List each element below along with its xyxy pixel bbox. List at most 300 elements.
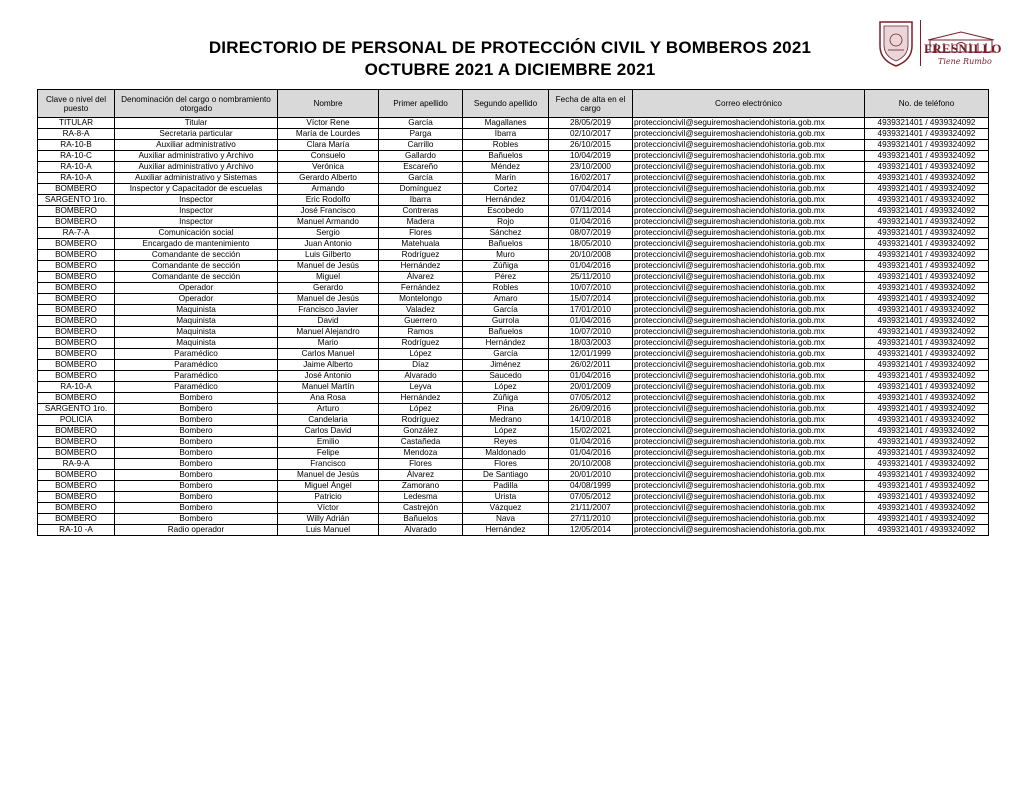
brand-tagline: Tiene Rumbo xyxy=(938,57,992,66)
job-title-cell: Maquinista xyxy=(115,327,278,338)
email-cell: proteccioncivil@seguiremoshaciendohistoria.gob.mx xyxy=(633,195,865,206)
first-surname-cell: López xyxy=(379,404,463,415)
phone-cell: 4939321401 / 4939324092 xyxy=(865,140,989,151)
personnel-table xyxy=(37,89,989,536)
second-surname-cell: Jiménez xyxy=(463,360,549,371)
position-code-cell: BOMBERO xyxy=(38,349,115,360)
table-row xyxy=(38,228,989,239)
first-name-cell: Miguel Ángel xyxy=(278,481,379,492)
position-code-cell: BOMBERO xyxy=(38,184,115,195)
position-code-cell: RA-10-A xyxy=(38,173,115,184)
position-code-cell: RA-9-A xyxy=(38,459,115,470)
start-date-cell: 07/05/2012 xyxy=(549,492,633,503)
second-surname-cell: Hernández xyxy=(463,525,549,536)
first-name-cell: Juan Antonio xyxy=(278,239,379,250)
position-code-cell: BOMBERO xyxy=(38,294,115,305)
second-surname-cell: Reyes xyxy=(463,437,549,448)
phone-cell: 4939321401 / 4939324092 xyxy=(865,338,989,349)
start-date-cell: 12/01/1999 xyxy=(549,349,633,360)
column-header: Correo electrónico xyxy=(633,90,865,118)
start-date-cell: 02/10/2017 xyxy=(549,129,633,140)
start-date-cell: 04/08/1999 xyxy=(549,481,633,492)
start-date-cell: 12/05/2014 xyxy=(549,525,633,536)
phone-cell: 4939321401 / 4939324092 xyxy=(865,239,989,250)
phone-cell: 4939321401 / 4939324092 xyxy=(865,118,989,129)
position-code-cell: BOMBERO xyxy=(38,327,115,338)
position-code-cell: BOMBERO xyxy=(38,437,115,448)
second-surname-cell: Pérez xyxy=(463,272,549,283)
email-cell: proteccioncivil@seguiremoshaciendohistoria.gob.mx xyxy=(633,118,865,129)
job-title-cell: Comandante de sección xyxy=(115,272,278,283)
email-cell: proteccioncivil@seguiremoshaciendohistoria.gob.mx xyxy=(633,272,865,283)
first-surname-cell: Rodríguez xyxy=(379,250,463,261)
email-cell: proteccioncivil@seguiremoshaciendohistoria.gob.mx xyxy=(633,514,865,525)
start-date-cell: 23/10/2000 xyxy=(549,162,633,173)
position-code-cell: BOMBERO xyxy=(38,217,115,228)
first-name-cell: Carlos David xyxy=(278,426,379,437)
job-title-cell: Auxiliar administrativo y Archivo xyxy=(115,151,278,162)
table-row xyxy=(38,195,989,206)
start-date-cell: 07/11/2014 xyxy=(549,206,633,217)
second-surname-cell: Escobedo xyxy=(463,206,549,217)
phone-cell: 4939321401 / 4939324092 xyxy=(865,404,989,415)
table-row xyxy=(38,470,989,481)
email-cell: proteccioncivil@seguiremoshaciendohistoria.gob.mx xyxy=(633,206,865,217)
table-row xyxy=(38,250,989,261)
start-date-cell: 18/05/2010 xyxy=(549,239,633,250)
start-date-cell: 20/10/2008 xyxy=(549,250,633,261)
job-title-cell: Titular xyxy=(115,118,278,129)
start-date-cell: 28/05/2019 xyxy=(549,118,633,129)
table-row xyxy=(38,140,989,151)
second-surname-cell: Gurrola xyxy=(463,316,549,327)
second-surname-cell: Padilla xyxy=(463,481,549,492)
start-date-cell: 01/04/2016 xyxy=(549,437,633,448)
email-cell: proteccioncivil@seguiremoshaciendohistoria.gob.mx xyxy=(633,140,865,151)
email-cell: proteccioncivil@seguiremoshaciendohistoria.gob.mx xyxy=(633,393,865,404)
second-surname-cell: Zúñiga xyxy=(463,261,549,272)
first-name-cell: Francisco xyxy=(278,459,379,470)
second-surname-cell: Cortez xyxy=(463,184,549,195)
second-surname-cell: Amaro xyxy=(463,294,549,305)
first-surname-cell: Madera xyxy=(379,217,463,228)
second-surname-cell: Nava xyxy=(463,514,549,525)
start-date-cell: 10/04/2019 xyxy=(549,151,633,162)
table-row xyxy=(38,338,989,349)
column-header: Clave o nivel del puesto xyxy=(38,90,115,118)
first-surname-cell: Escareño xyxy=(379,162,463,173)
municipal-logo xyxy=(868,14,1002,70)
phone-cell: 4939321401 / 4939324092 xyxy=(865,162,989,173)
position-code-cell: RA-7-A xyxy=(38,228,115,239)
phone-cell: 4939321401 / 4939324092 xyxy=(865,129,989,140)
position-code-cell: BOMBERO xyxy=(38,360,115,371)
table-row xyxy=(38,316,989,327)
first-name-cell: Carlos Manuel xyxy=(278,349,379,360)
job-title-cell: Secretaria particular xyxy=(115,129,278,140)
second-surname-cell: Hernández xyxy=(463,195,549,206)
first-surname-cell: Rodríguez xyxy=(379,415,463,426)
first-name-cell: Manuel de Jesús xyxy=(278,261,379,272)
start-date-cell: 07/05/2012 xyxy=(549,393,633,404)
job-title-cell: Inspector xyxy=(115,206,278,217)
first-name-cell: Armando xyxy=(278,184,379,195)
phone-cell: 4939321401 / 4939324092 xyxy=(865,305,989,316)
start-date-cell: 25/11/2010 xyxy=(549,272,633,283)
second-surname-cell: Bañuelos xyxy=(463,327,549,338)
table-row xyxy=(38,492,989,503)
first-name-cell: Candelaria xyxy=(278,415,379,426)
second-surname-cell: Magallanes xyxy=(463,118,549,129)
first-surname-cell: Carrillo xyxy=(379,140,463,151)
phone-cell: 4939321401 / 4939324092 xyxy=(865,228,989,239)
second-surname-cell: Muro xyxy=(463,250,549,261)
first-name-cell: Clara María xyxy=(278,140,379,151)
first-surname-cell: Leyva xyxy=(379,382,463,393)
first-surname-cell: Álvarez xyxy=(379,470,463,481)
table-row xyxy=(38,514,989,525)
position-code-cell: POLICIA xyxy=(38,415,115,426)
table-row xyxy=(38,294,989,305)
table-header-row xyxy=(38,90,989,118)
phone-cell: 4939321401 / 4939324092 xyxy=(865,470,989,481)
second-surname-cell: Urista xyxy=(463,492,549,503)
phone-cell: 4939321401 / 4939324092 xyxy=(865,448,989,459)
first-surname-cell: Domínguez xyxy=(379,184,463,195)
position-code-cell: BOMBERO xyxy=(38,206,115,217)
start-date-cell: 15/02/2021 xyxy=(549,426,633,437)
start-date-cell: 21/11/2007 xyxy=(549,503,633,514)
email-cell: proteccioncivil@seguiremoshaciendohistoria.gob.mx xyxy=(633,525,865,536)
email-cell: proteccioncivil@seguiremoshaciendohistoria.gob.mx xyxy=(633,382,865,393)
position-code-cell: BOMBERO xyxy=(38,448,115,459)
first-surname-cell: Ramos xyxy=(379,327,463,338)
job-title-cell: Auxiliar administrativo y Sistemas xyxy=(115,173,278,184)
job-title-cell: Encargado de mantenimiento xyxy=(115,239,278,250)
position-code-cell: RA-10-A xyxy=(38,162,115,173)
first-surname-cell: Mendoza xyxy=(379,448,463,459)
email-cell: proteccioncivil@seguiremoshaciendohistoria.gob.mx xyxy=(633,294,865,305)
position-code-cell: BOMBERO xyxy=(38,283,115,294)
phone-cell: 4939321401 / 4939324092 xyxy=(865,184,989,195)
start-date-cell: 01/04/2016 xyxy=(549,371,633,382)
first-name-cell: José Antonio xyxy=(278,371,379,382)
table-row xyxy=(38,173,989,184)
first-surname-cell: Flores xyxy=(379,228,463,239)
email-cell: proteccioncivil@seguiremoshaciendohistoria.gob.mx xyxy=(633,338,865,349)
first-surname-cell: Castrejón xyxy=(379,503,463,514)
email-cell: proteccioncivil@seguiremoshaciendohistoria.gob.mx xyxy=(633,305,865,316)
first-surname-cell: Hernández xyxy=(379,261,463,272)
table-row xyxy=(38,426,989,437)
table-row xyxy=(38,382,989,393)
position-code-cell: RA-8-A xyxy=(38,129,115,140)
second-surname-cell: Medrano xyxy=(463,415,549,426)
second-surname-cell: Flores xyxy=(463,459,549,470)
phone-cell: 4939321401 / 4939324092 xyxy=(865,283,989,294)
job-title-cell: Bombero xyxy=(115,492,278,503)
table-row xyxy=(38,162,989,173)
job-title-cell: Auxiliar administrativo xyxy=(115,140,278,151)
job-title-cell: Comunicación social xyxy=(115,228,278,239)
table-row xyxy=(38,481,989,492)
first-name-cell: Manuel de Jesús xyxy=(278,294,379,305)
position-code-cell: SARGENTO 1ro. xyxy=(38,195,115,206)
first-name-cell: Víctor xyxy=(278,503,379,514)
position-code-cell: BOMBERO xyxy=(38,514,115,525)
first-surname-cell: García xyxy=(379,118,463,129)
start-date-cell: 01/04/2016 xyxy=(549,217,633,228)
phone-cell: 4939321401 / 4939324092 xyxy=(865,514,989,525)
job-title-cell: Auxiliar administrativo y Archivo xyxy=(115,162,278,173)
start-date-cell: 14/10/2018 xyxy=(549,415,633,426)
start-date-cell: 07/04/2014 xyxy=(549,184,633,195)
job-title-cell: Operador xyxy=(115,294,278,305)
column-header: Nombre xyxy=(278,90,379,118)
start-date-cell: 01/04/2016 xyxy=(549,195,633,206)
position-code-cell: BOMBERO xyxy=(38,261,115,272)
second-surname-cell: De Santiago xyxy=(463,470,549,481)
position-code-cell: BOMBERO xyxy=(38,426,115,437)
email-cell: proteccioncivil@seguiremoshaciendohistoria.gob.mx xyxy=(633,426,865,437)
position-code-cell: BOMBERO xyxy=(38,250,115,261)
position-code-cell: BOMBERO xyxy=(38,316,115,327)
email-cell: proteccioncivil@seguiremoshaciendohistoria.gob.mx xyxy=(633,448,865,459)
email-cell: proteccioncivil@seguiremoshaciendohistoria.gob.mx xyxy=(633,261,865,272)
position-code-cell: SARGENTO 1ro. xyxy=(38,404,115,415)
job-title-cell: Inspector y Capacitador de escuelas xyxy=(115,184,278,195)
job-title-cell: Paramédico xyxy=(115,371,278,382)
second-surname-cell: Pina xyxy=(463,404,549,415)
second-surname-cell: Hernández xyxy=(463,338,549,349)
job-title-cell: Inspector xyxy=(115,217,278,228)
job-title-cell: Bombero xyxy=(115,503,278,514)
first-name-cell: José Francisco xyxy=(278,206,379,217)
job-title-cell: Maquinista xyxy=(115,305,278,316)
first-name-cell: María de Lourdes xyxy=(278,129,379,140)
email-cell: proteccioncivil@seguiremoshaciendohistoria.gob.mx xyxy=(633,239,865,250)
start-date-cell: 01/04/2016 xyxy=(549,316,633,327)
column-header: Denominación del cargo o nombramiento otorgado xyxy=(115,90,278,118)
phone-cell: 4939321401 / 4939324092 xyxy=(865,382,989,393)
start-date-cell: 16/02/2017 xyxy=(549,173,633,184)
table-row xyxy=(38,283,989,294)
job-title-cell: Maquinista xyxy=(115,316,278,327)
first-name-cell: Emilio xyxy=(278,437,379,448)
job-title-cell: Bombero xyxy=(115,393,278,404)
second-surname-cell: Bañuelos xyxy=(463,239,549,250)
first-surname-cell: Alvarado xyxy=(379,371,463,382)
start-date-cell: 01/04/2016 xyxy=(549,448,633,459)
position-code-cell: BOMBERO xyxy=(38,393,115,404)
brand-name: FRESNILLO xyxy=(924,41,1002,56)
start-date-cell: 20/10/2008 xyxy=(549,459,633,470)
table-row xyxy=(38,305,989,316)
first-surname-cell: Hernández xyxy=(379,393,463,404)
phone-cell: 4939321401 / 4939324092 xyxy=(865,217,989,228)
document-title: DIRECTORIO DE PERSONAL DE PROTECCIÓN CIVIL Y BOMBEROS 2021 xyxy=(208,38,812,57)
table-row xyxy=(38,349,989,360)
phone-cell: 4939321401 / 4939324092 xyxy=(865,371,989,382)
job-title-cell: Bombero xyxy=(115,415,278,426)
second-surname-cell: Robles xyxy=(463,283,549,294)
email-cell: proteccioncivil@seguiremoshaciendohistoria.gob.mx xyxy=(633,437,865,448)
first-name-cell: Arturo xyxy=(278,404,379,415)
email-cell: proteccioncivil@seguiremoshaciendohistoria.gob.mx xyxy=(633,415,865,426)
first-name-cell: Ana Rosa xyxy=(278,393,379,404)
first-name-cell: Consuelo xyxy=(278,151,379,162)
second-surname-cell: Zúñiga xyxy=(463,393,549,404)
start-date-cell: 26/02/2011 xyxy=(549,360,633,371)
job-title-cell: Bombero xyxy=(115,448,278,459)
table-row xyxy=(38,415,989,426)
email-cell: proteccioncivil@seguiremoshaciendohistoria.gob.mx xyxy=(633,129,865,140)
position-code-cell: BOMBERO xyxy=(38,338,115,349)
first-surname-cell: López xyxy=(379,349,463,360)
job-title-cell: Paramédico xyxy=(115,382,278,393)
job-title-cell: Bombero xyxy=(115,404,278,415)
table-row xyxy=(38,459,989,470)
first-name-cell: Gerardo Alberto xyxy=(278,173,379,184)
position-code-cell: BOMBERO xyxy=(38,470,115,481)
job-title-cell: Operador xyxy=(115,283,278,294)
phone-cell: 4939321401 / 4939324092 xyxy=(865,272,989,283)
table-row xyxy=(38,503,989,514)
phone-cell: 4939321401 / 4939324092 xyxy=(865,393,989,404)
second-surname-cell: Robles xyxy=(463,140,549,151)
table-row xyxy=(38,272,989,283)
job-title-cell: Bombero xyxy=(115,437,278,448)
first-name-cell: Mario xyxy=(278,338,379,349)
second-surname-cell: García xyxy=(463,349,549,360)
first-name-cell: Gerardo xyxy=(278,283,379,294)
email-cell: proteccioncivil@seguiremoshaciendohistoria.gob.mx xyxy=(633,404,865,415)
position-code-cell: BOMBERO xyxy=(38,503,115,514)
job-title-cell: Inspector xyxy=(115,195,278,206)
start-date-cell: 17/01/2010 xyxy=(549,305,633,316)
first-surname-cell: Valadez xyxy=(379,305,463,316)
phone-cell: 4939321401 / 4939324092 xyxy=(865,327,989,338)
first-surname-cell: Gallardo xyxy=(379,151,463,162)
position-code-cell: RA-10-A xyxy=(38,382,115,393)
start-date-cell: 15/07/2014 xyxy=(549,294,633,305)
email-cell: proteccioncivil@seguiremoshaciendohistoria.gob.mx xyxy=(633,459,865,470)
start-date-cell: 10/07/2010 xyxy=(549,327,633,338)
email-cell: proteccioncivil@seguiremoshaciendohistoria.gob.mx xyxy=(633,492,865,503)
phone-cell: 4939321401 / 4939324092 xyxy=(865,415,989,426)
email-cell: proteccioncivil@seguiremoshaciendohistoria.gob.mx xyxy=(633,481,865,492)
position-code-cell: RA-10-C xyxy=(38,151,115,162)
email-cell: proteccioncivil@seguiremoshaciendohistoria.gob.mx xyxy=(633,316,865,327)
phone-cell: 4939321401 / 4939324092 xyxy=(865,360,989,371)
second-surname-cell: Bañuelos xyxy=(463,151,549,162)
second-surname-cell: Marín xyxy=(463,173,549,184)
start-date-cell: 01/04/2016 xyxy=(549,261,633,272)
second-surname-cell: Méndez xyxy=(463,162,549,173)
first-surname-cell: García xyxy=(379,173,463,184)
job-title-cell: Bombero xyxy=(115,514,278,525)
email-cell: proteccioncivil@seguiremoshaciendohistoria.gob.mx xyxy=(633,173,865,184)
first-name-cell: Jaime Alberto xyxy=(278,360,379,371)
first-name-cell: Miguel xyxy=(278,272,379,283)
position-code-cell: BOMBERO xyxy=(38,371,115,382)
email-cell: proteccioncivil@seguiremoshaciendohistoria.gob.mx xyxy=(633,162,865,173)
table-row xyxy=(38,437,989,448)
table-row xyxy=(38,184,989,195)
email-cell: proteccioncivil@seguiremoshaciendohistoria.gob.mx xyxy=(633,349,865,360)
table-row xyxy=(38,448,989,459)
first-name-cell: Felipe xyxy=(278,448,379,459)
first-surname-cell: Contreras xyxy=(379,206,463,217)
job-title-cell: Paramédico xyxy=(115,349,278,360)
email-cell: proteccioncivil@seguiremoshaciendohistoria.gob.mx xyxy=(633,503,865,514)
start-date-cell: 08/07/2019 xyxy=(549,228,633,239)
position-code-cell: RA-10 -A xyxy=(38,525,115,536)
job-title-cell: Bombero xyxy=(115,459,278,470)
first-surname-cell: Díaz xyxy=(379,360,463,371)
table-row xyxy=(38,371,989,382)
phone-cell: 4939321401 / 4939324092 xyxy=(865,206,989,217)
table-body xyxy=(38,118,989,536)
first-surname-cell: Ledesma xyxy=(379,492,463,503)
first-name-cell: Sergio xyxy=(278,228,379,239)
position-code-cell: TITULAR xyxy=(38,118,115,129)
start-date-cell: 20/01/2010 xyxy=(549,470,633,481)
first-name-cell: Víctor Rene xyxy=(278,118,379,129)
second-surname-cell: Saucedo xyxy=(463,371,549,382)
email-cell: proteccioncivil@seguiremoshaciendohistoria.gob.mx xyxy=(633,360,865,371)
column-header: Segundo apellido xyxy=(463,90,549,118)
first-name-cell: Eric Rodolfo xyxy=(278,195,379,206)
job-title-cell: Comandante de sección xyxy=(115,261,278,272)
phone-cell: 4939321401 / 4939324092 xyxy=(865,316,989,327)
job-title-cell: Bombero xyxy=(115,481,278,492)
table-row xyxy=(38,206,989,217)
table-row xyxy=(38,151,989,162)
second-surname-cell: Sánchez xyxy=(463,228,549,239)
start-date-cell: 26/09/2016 xyxy=(549,404,633,415)
table-row xyxy=(38,525,989,536)
table-row xyxy=(38,393,989,404)
table-row xyxy=(38,360,989,371)
first-surname-cell: Álvarez xyxy=(379,272,463,283)
job-title-cell: Paramédico xyxy=(115,360,278,371)
first-surname-cell: Matehuala xyxy=(379,239,463,250)
first-name-cell: Willy Adrián xyxy=(278,514,379,525)
job-title-cell: Bombero xyxy=(115,470,278,481)
job-title-cell: Maquinista xyxy=(115,338,278,349)
email-cell: proteccioncivil@seguiremoshaciendohistoria.gob.mx xyxy=(633,184,865,195)
position-code-cell: RA-10-B xyxy=(38,140,115,151)
position-code-cell: BOMBERO xyxy=(38,481,115,492)
start-date-cell: 10/07/2010 xyxy=(549,283,633,294)
first-name-cell: Francisco Javier xyxy=(278,305,379,316)
job-title-cell: Bombero xyxy=(115,426,278,437)
position-code-cell: BOMBERO xyxy=(38,272,115,283)
job-title-cell: Radio operador xyxy=(115,525,278,536)
first-name-cell: Manuel Alejandro xyxy=(278,327,379,338)
table-row xyxy=(38,217,989,228)
start-date-cell: 18/03/2003 xyxy=(549,338,633,349)
first-name-cell: Patricio xyxy=(278,492,379,503)
table-row xyxy=(38,261,989,272)
column-header: No. de teléfono xyxy=(865,90,989,118)
email-cell: proteccioncivil@seguiremoshaciendohistoria.gob.mx xyxy=(633,151,865,162)
start-date-cell: 20/01/2009 xyxy=(549,382,633,393)
first-name-cell: Verónica xyxy=(278,162,379,173)
first-surname-cell: Ibarra xyxy=(379,195,463,206)
first-surname-cell: González xyxy=(379,426,463,437)
